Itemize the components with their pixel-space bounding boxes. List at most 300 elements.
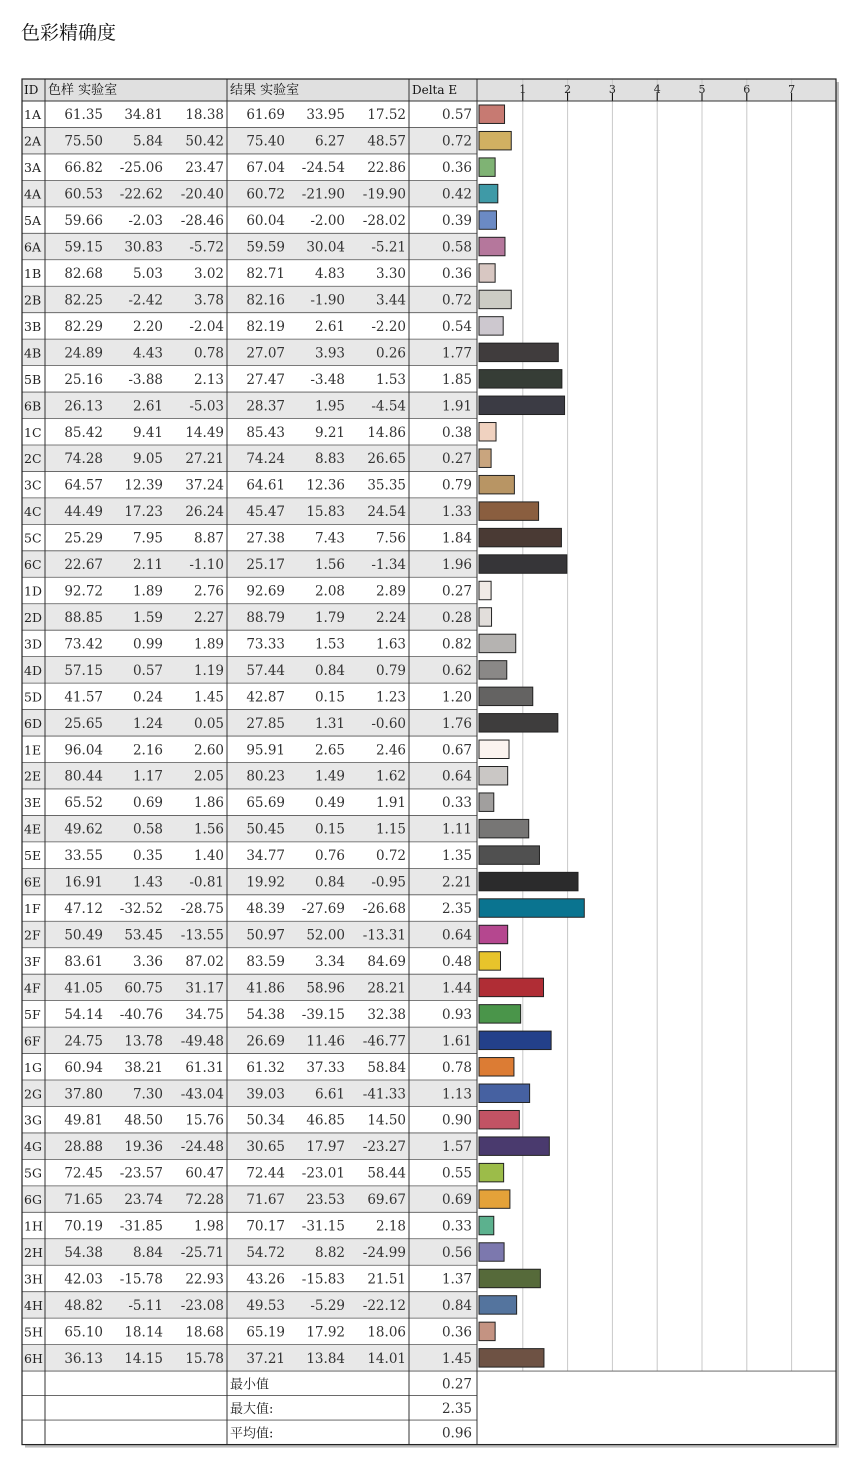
sample-lab-value: 61.35 [64, 107, 103, 124]
result-lab-value: 0.79 [375, 662, 406, 679]
result-lab-value: 13.84 [306, 1350, 345, 1367]
delta-e-bar [479, 1243, 504, 1261]
delta-e-value: 0.33 [441, 1218, 472, 1235]
sample-lab-value: 1.89 [132, 583, 163, 600]
result-lab-value: 72.44 [246, 1165, 285, 1182]
sample-lab-value: 25.16 [64, 371, 103, 388]
summary-label: 最大值: [230, 1401, 274, 1417]
summary-label: 平均值: [230, 1426, 274, 1442]
sample-lab-value: 9.41 [132, 424, 163, 441]
row-id: 3D [24, 636, 42, 652]
delta-e-value: 0.72 [441, 133, 472, 150]
result-lab-value: 35.35 [367, 477, 406, 494]
header-sample: 色样 实验室 [48, 83, 118, 98]
delta-e-bar [479, 793, 494, 811]
result-lab-value: 43.26 [246, 1271, 285, 1288]
sample-lab-value: 65.10 [64, 1324, 103, 1341]
sample-lab-value: 1.17 [132, 768, 163, 785]
delta-e-bar [479, 819, 529, 837]
delta-e-value: 1.76 [441, 715, 472, 732]
sample-lab-value: 92.72 [64, 583, 103, 600]
row-id: 3H [24, 1271, 43, 1287]
sample-lab-value: 15.76 [185, 1112, 224, 1129]
sample-lab-value: 38.21 [124, 1059, 163, 1076]
sample-lab-value: 2.13 [193, 371, 224, 388]
sample-lab-value: 1.56 [193, 821, 224, 838]
result-lab-value: -1.34 [371, 557, 406, 574]
delta-e-bar [479, 423, 496, 441]
delta-e-value: 0.56 [441, 1245, 472, 1262]
sample-lab-value: 1.19 [193, 662, 224, 679]
result-lab-value: 85.43 [246, 424, 285, 441]
row-id: 4F [24, 980, 41, 996]
sample-lab-value: -28.75 [180, 901, 224, 918]
delta-e-value: 0.27 [441, 451, 472, 468]
row-id: 1D [24, 583, 42, 599]
sample-lab-value: 4.43 [132, 345, 163, 362]
row-id: 1G [24, 1059, 42, 1075]
delta-e-value: 1.91 [441, 398, 472, 415]
sample-lab-value: 31.17 [185, 980, 224, 997]
delta-e-bar [479, 1163, 504, 1181]
sample-lab-value: 59.66 [64, 213, 103, 230]
delta-e-value: 1.96 [441, 557, 472, 574]
sample-lab-value: 96.04 [64, 742, 103, 759]
sample-lab-value: 49.81 [64, 1112, 103, 1129]
delta-e-bar [479, 1058, 514, 1076]
sample-lab-value: 7.95 [132, 530, 163, 547]
delta-e-bar [479, 1005, 521, 1023]
result-lab-value: 4.83 [314, 265, 345, 282]
summary-value: 2.35 [441, 1400, 472, 1417]
delta-e-value: 0.64 [441, 768, 472, 785]
sample-lab-value: 7.30 [132, 1086, 163, 1103]
sample-lab-value: 41.57 [64, 689, 103, 706]
sample-lab-value: 1.45 [193, 689, 224, 706]
result-lab-value: 37.33 [306, 1059, 345, 1076]
sample-lab-value: 23.74 [124, 1192, 163, 1209]
result-lab-value: 27.47 [246, 371, 285, 388]
delta-e-value: 0.27 [441, 583, 472, 600]
sample-lab-value: 1.59 [132, 609, 163, 626]
delta-e-value: 0.67 [441, 742, 472, 759]
result-lab-value: 50.97 [246, 927, 285, 944]
delta-e-bar [479, 290, 511, 308]
result-lab-value: 2.18 [375, 1218, 406, 1235]
row-id: 6B [24, 398, 42, 414]
summary-value: 0.27 [441, 1376, 472, 1393]
row-id: 4G [24, 1139, 42, 1155]
result-lab-value: 48.57 [367, 133, 406, 150]
sample-lab-value: 18.38 [185, 107, 224, 124]
result-lab-value: 54.72 [246, 1245, 285, 1262]
result-lab-value: 3.93 [314, 345, 345, 362]
sample-lab-value: 16.91 [64, 874, 103, 891]
result-lab-value: 2.08 [314, 583, 345, 600]
sample-lab-value: 1.86 [193, 795, 224, 812]
sample-lab-value: 33.55 [64, 848, 103, 865]
row-id: 6G [24, 1192, 42, 1208]
sample-lab-value: 60.94 [64, 1059, 103, 1076]
delta-e-bar [479, 158, 495, 176]
sample-lab-value: -2.04 [189, 318, 224, 335]
sample-lab-value: 14.15 [124, 1350, 163, 1367]
sample-lab-value: 60.47 [185, 1165, 224, 1182]
result-lab-value: 71.67 [246, 1192, 285, 1209]
delta-e-bar [479, 581, 491, 599]
delta-e-value: 0.36 [441, 160, 472, 177]
delta-e-bar [479, 343, 558, 361]
sample-lab-value: 75.50 [64, 133, 103, 150]
result-lab-value: 18.06 [367, 1324, 406, 1341]
result-lab-value: 7.43 [314, 530, 345, 547]
delta-e-value: 0.42 [441, 186, 472, 203]
result-lab-value: 33.95 [306, 107, 345, 124]
delta-e-bar [479, 264, 495, 282]
result-lab-value: 17.92 [306, 1324, 345, 1341]
sample-lab-value: -24.48 [180, 1139, 224, 1156]
result-lab-value: 28.37 [246, 398, 285, 415]
result-lab-value: 46.85 [306, 1112, 345, 1129]
sample-lab-value: -2.42 [128, 292, 163, 309]
result-lab-value: 1.31 [314, 715, 345, 732]
sample-lab-value: 59.15 [64, 239, 103, 256]
delta-e-value: 0.57 [441, 107, 472, 124]
sample-lab-value: 34.81 [124, 107, 163, 124]
sample-lab-value: -2.03 [128, 213, 163, 230]
row-id: 2H [24, 1245, 43, 1261]
result-lab-value: 26.69 [246, 1033, 285, 1050]
delta-e-bar [479, 1296, 517, 1314]
sample-lab-value: 26.13 [64, 398, 103, 415]
sample-lab-value: 64.57 [64, 477, 103, 494]
delta-e-bar [479, 396, 565, 414]
delta-e-value: 0.55 [441, 1165, 472, 1182]
sample-lab-value: -15.78 [119, 1271, 163, 1288]
delta-e-value: 0.54 [441, 318, 472, 335]
delta-e-bar [479, 1084, 530, 1102]
sample-lab-value: 48.82 [64, 1297, 103, 1314]
result-lab-value: -28.02 [362, 213, 406, 230]
result-lab-value: 23.53 [306, 1192, 345, 1209]
result-lab-value: 15.83 [306, 504, 345, 521]
sample-lab-value: 25.29 [64, 530, 103, 547]
delta-e-bar [479, 1031, 551, 1049]
result-lab-value: 1.95 [314, 398, 345, 415]
sample-lab-value: -31.85 [119, 1218, 163, 1235]
sample-lab-value: 50.42 [185, 133, 224, 150]
sample-lab-value: 73.42 [64, 636, 103, 653]
summary-value: 0.96 [441, 1425, 472, 1442]
sample-lab-value: 25.65 [64, 715, 103, 732]
sample-lab-value: 82.29 [64, 318, 103, 335]
sample-lab-value: 2.16 [132, 742, 163, 759]
result-lab-value: 50.45 [246, 821, 285, 838]
result-lab-value: 3.30 [375, 265, 406, 282]
row-id: 2G [24, 1086, 42, 1102]
result-lab-value: 17.52 [367, 107, 406, 124]
sample-lab-value: 13.78 [124, 1033, 163, 1050]
sample-lab-value: 53.45 [124, 927, 163, 944]
delta-e-bar [479, 1349, 544, 1367]
result-lab-value: 14.86 [367, 424, 406, 441]
result-lab-value: -21.90 [301, 186, 345, 203]
sample-lab-value: 60.75 [124, 980, 163, 997]
delta-e-value: 0.93 [441, 1006, 472, 1023]
result-lab-value: 88.79 [246, 609, 285, 626]
sample-lab-value: 9.05 [132, 451, 163, 468]
result-lab-value: 2.61 [314, 318, 345, 335]
row-id: 6H [24, 1350, 43, 1366]
delta-e-value: 1.33 [441, 504, 472, 521]
result-lab-value: -19.90 [362, 186, 406, 203]
delta-e-bar [479, 502, 539, 520]
result-lab-value: 19.92 [246, 874, 285, 891]
result-lab-value: 0.72 [375, 848, 406, 865]
result-lab-value: 27.07 [246, 345, 285, 362]
delta-e-bar [479, 1322, 495, 1340]
result-lab-value: -4.54 [371, 398, 406, 415]
sample-lab-value: 44.49 [64, 504, 103, 521]
result-lab-value: 50.34 [246, 1112, 285, 1129]
result-lab-value: 1.79 [314, 609, 345, 626]
result-lab-value: 83.59 [246, 953, 285, 970]
row-id: 1F [24, 901, 41, 917]
result-lab-value: 70.17 [246, 1218, 285, 1235]
sample-lab-value: 19.36 [124, 1139, 163, 1156]
result-lab-value: 0.49 [314, 795, 345, 812]
row-id: 6A [24, 239, 41, 255]
result-lab-value: -3.48 [310, 371, 345, 388]
sample-lab-value: 22.67 [64, 557, 103, 574]
result-lab-value: 1.63 [375, 636, 406, 653]
sample-lab-value: 1.43 [132, 874, 163, 891]
delta-e-bar [479, 899, 584, 917]
result-lab-value: -24.99 [362, 1245, 406, 1262]
sample-lab-value: 37.80 [64, 1086, 103, 1103]
result-lab-value: 0.84 [314, 874, 345, 891]
sample-lab-value: 34.75 [185, 1006, 224, 1023]
row-id: 1C [24, 424, 42, 440]
row-id: 5E [24, 848, 42, 864]
sample-lab-value: 85.42 [64, 424, 103, 441]
axis-tick-label: 6 [743, 83, 751, 96]
summary-label: 最小值 [230, 1377, 270, 1393]
result-lab-value: -27.69 [301, 901, 345, 918]
delta-e-value: 0.84 [441, 1297, 472, 1314]
sample-lab-value: 1.89 [193, 636, 224, 653]
sample-lab-value: -5.03 [189, 398, 224, 415]
sample-lab-value: 0.57 [132, 662, 163, 679]
result-lab-value: 92.69 [246, 583, 285, 600]
sample-lab-value: 8.84 [132, 1245, 163, 1262]
sample-lab-value: 48.50 [124, 1112, 163, 1129]
result-lab-value: 1.53 [314, 636, 345, 653]
result-lab-value: -5.21 [371, 239, 406, 256]
delta-e-bar [479, 1269, 540, 1287]
result-lab-value: 60.04 [246, 213, 285, 230]
delta-e-value: 2.35 [441, 901, 472, 918]
sample-lab-value: 54.38 [64, 1245, 103, 1262]
row-id: 5D [24, 689, 42, 705]
delta-e-bar [479, 872, 578, 890]
result-lab-value: 49.53 [246, 1297, 285, 1314]
sample-lab-value: 14.49 [185, 424, 224, 441]
result-lab-value: 39.03 [246, 1086, 285, 1103]
result-lab-value: 65.19 [246, 1324, 285, 1341]
result-lab-value: 58.96 [306, 980, 345, 997]
result-lab-value: -41.33 [362, 1086, 406, 1103]
result-lab-value: 8.82 [314, 1245, 345, 1262]
delta-e-bar [479, 1190, 510, 1208]
sample-lab-value: 70.19 [64, 1218, 103, 1235]
result-lab-value: 61.32 [246, 1059, 285, 1076]
delta-e-value: 0.79 [441, 477, 472, 494]
result-lab-value: 24.54 [367, 504, 406, 521]
result-lab-value: -13.31 [362, 927, 406, 944]
sample-lab-value: 17.23 [124, 504, 163, 521]
delta-e-bar [479, 925, 508, 943]
sample-lab-value: 82.25 [64, 292, 103, 309]
sample-lab-value: 0.05 [193, 715, 224, 732]
result-lab-value: 59.59 [246, 239, 285, 256]
result-lab-value: 1.91 [375, 795, 406, 812]
result-lab-value: 82.71 [246, 265, 285, 282]
result-lab-value: 45.47 [246, 504, 285, 521]
sample-lab-value: 3.36 [132, 953, 163, 970]
row-id: 3A [24, 160, 41, 176]
delta-e-bar [479, 714, 558, 732]
sample-lab-value: 22.93 [185, 1271, 224, 1288]
delta-e-value: 0.78 [441, 1059, 472, 1076]
row-id: 2E [24, 768, 42, 784]
sample-lab-value: -5.11 [128, 1297, 163, 1314]
result-lab-value: 54.38 [246, 1006, 285, 1023]
result-lab-value: 48.39 [246, 901, 285, 918]
row-id: 5H [24, 1324, 43, 1340]
delta-e-value: 0.48 [441, 953, 472, 970]
result-lab-value: 2.89 [375, 583, 406, 600]
axis-tick-label: 3 [608, 83, 616, 96]
result-lab-value: 75.40 [246, 133, 285, 150]
row-id: 1H [24, 1218, 43, 1234]
result-lab-value: 80.23 [246, 768, 285, 785]
header-delta-e: Delta E [412, 83, 458, 97]
sample-lab-value: 54.14 [64, 1006, 103, 1023]
delta-e-value: 0.58 [441, 239, 472, 256]
result-lab-value: 58.84 [367, 1059, 406, 1076]
result-lab-value: 1.15 [375, 821, 406, 838]
row-id: 1B [24, 265, 42, 281]
result-lab-value: -5.29 [310, 1297, 345, 1314]
result-lab-value: -2.00 [310, 213, 345, 230]
result-lab-value: 0.15 [314, 689, 345, 706]
sample-lab-value: -3.88 [128, 371, 163, 388]
result-lab-value: 2.24 [375, 609, 406, 626]
result-lab-value: -23.01 [301, 1165, 345, 1182]
result-lab-value: 0.26 [375, 345, 406, 362]
sample-lab-value: 80.44 [64, 768, 103, 785]
result-lab-value: 9.21 [314, 424, 345, 441]
row-id: 6D [24, 715, 42, 731]
delta-e-bar [479, 767, 508, 785]
sample-lab-value: 65.52 [64, 795, 103, 812]
sample-lab-value: 1.98 [193, 1218, 224, 1235]
sample-lab-value: 74.28 [64, 451, 103, 468]
result-lab-value: 84.69 [367, 953, 406, 970]
sample-lab-value: 24.89 [64, 345, 103, 362]
result-lab-value: 34.77 [246, 848, 285, 865]
row-id: 5B [24, 371, 42, 387]
sample-lab-value: 83.61 [64, 953, 103, 970]
delta-e-value: 1.61 [441, 1033, 472, 1050]
result-lab-value: 65.69 [246, 795, 285, 812]
delta-e-bar [479, 661, 507, 679]
sample-lab-value: 2.61 [132, 398, 163, 415]
sample-lab-value: 41.05 [64, 980, 103, 997]
result-lab-value: 2.46 [375, 742, 406, 759]
sample-lab-value: 87.02 [185, 953, 224, 970]
axis-tick-label: 1 [519, 83, 527, 96]
result-lab-value: 25.17 [246, 557, 285, 574]
result-lab-value: 64.61 [246, 477, 285, 494]
sample-lab-value: 1.24 [132, 715, 163, 732]
result-lab-value: 37.21 [246, 1350, 285, 1367]
delta-e-bar [479, 740, 509, 758]
delta-e-bar [479, 952, 501, 970]
result-lab-value: -22.12 [362, 1297, 406, 1314]
sample-lab-value: 12.39 [124, 477, 163, 494]
header-result: 结果 实验室 [230, 83, 300, 98]
row-id: 4C [24, 504, 42, 520]
result-lab-value: 74.24 [246, 451, 285, 468]
result-lab-value: 0.76 [314, 848, 345, 865]
row-id: 3C [24, 477, 42, 493]
result-lab-value: 82.16 [246, 292, 285, 309]
result-lab-value: 42.87 [246, 689, 285, 706]
sample-lab-value: -0.81 [189, 874, 224, 891]
result-lab-value: -0.60 [371, 715, 406, 732]
row-id: 6F [24, 1033, 41, 1049]
result-lab-value: 60.72 [246, 186, 285, 203]
row-id: 4A [24, 186, 41, 202]
result-lab-value: -1.90 [310, 292, 345, 309]
header-id: ID [24, 83, 39, 97]
sample-lab-value: 72.28 [185, 1192, 224, 1209]
result-lab-value: -15.83 [301, 1271, 345, 1288]
sample-lab-value: 66.82 [64, 160, 103, 177]
result-lab-value: 0.84 [314, 662, 345, 679]
result-lab-value: 69.67 [367, 1192, 406, 1209]
result-lab-value: 26.65 [367, 451, 406, 468]
delta-e-bar [479, 105, 505, 123]
sample-lab-value: 3.78 [193, 292, 224, 309]
delta-e-value: 1.35 [441, 848, 472, 865]
delta-e-bar [479, 475, 514, 493]
row-id: 6E [24, 874, 42, 890]
sample-lab-value: 1.40 [193, 848, 224, 865]
row-id: 2F [24, 927, 41, 943]
sample-lab-value: -43.04 [180, 1086, 224, 1103]
delta-e-bar [479, 317, 503, 335]
sample-lab-value: 2.76 [193, 583, 224, 600]
sample-lab-value: -13.55 [180, 927, 224, 944]
delta-e-value: 1.37 [441, 1271, 472, 1288]
result-lab-value: 30.04 [306, 239, 345, 256]
sample-lab-value: 2.60 [193, 742, 224, 759]
result-lab-value: 11.46 [306, 1033, 345, 1050]
delta-e-value: 1.13 [441, 1086, 472, 1103]
